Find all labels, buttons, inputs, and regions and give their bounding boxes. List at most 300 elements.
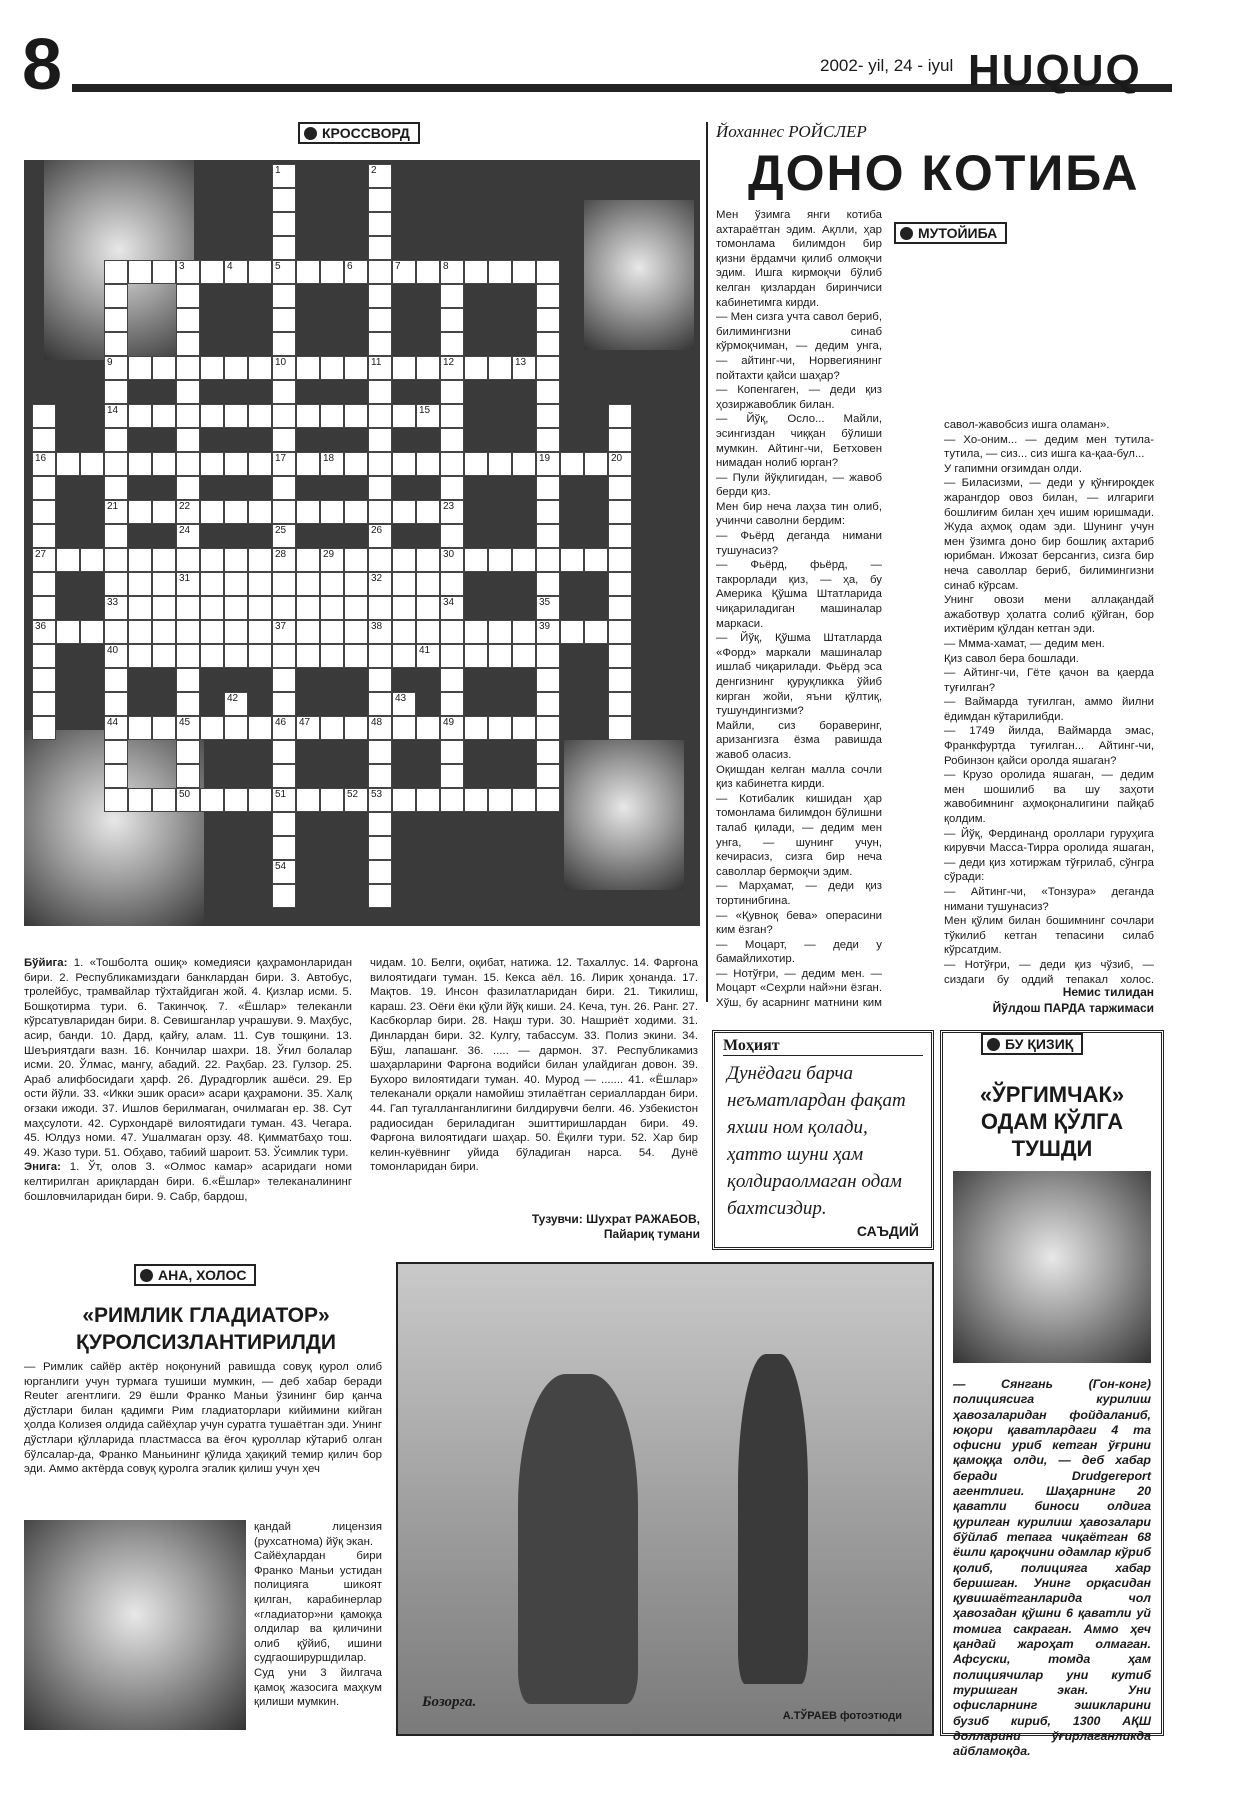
- crossword-cell[interactable]: [32, 404, 56, 428]
- crossword-cell[interactable]: [440, 764, 464, 788]
- crossword-cell[interactable]: [440, 404, 464, 428]
- crossword-cell[interactable]: [248, 452, 272, 476]
- crossword-cell[interactable]: [272, 284, 296, 308]
- crossword-cell[interactable]: [344, 452, 368, 476]
- crossword-cell[interactable]: [104, 452, 128, 476]
- crossword-cell[interactable]: [536, 524, 560, 548]
- crossword-cell[interactable]: [272, 236, 296, 260]
- crossword-cell[interactable]: [104, 692, 128, 716]
- crossword-cell[interactable]: [128, 548, 152, 572]
- crossword-cell[interactable]: [512, 644, 536, 668]
- crossword-cell[interactable]: [608, 404, 632, 428]
- crossword-cell[interactable]: [152, 260, 176, 284]
- crossword-cell[interactable]: [560, 548, 584, 572]
- crossword-cell[interactable]: [512, 260, 536, 284]
- crossword-cell[interactable]: [368, 188, 392, 212]
- crossword-cell[interactable]: [200, 596, 224, 620]
- crossword-cell[interactable]: [440, 452, 464, 476]
- crossword-cell[interactable]: [608, 524, 632, 548]
- crossword-cell[interactable]: [392, 500, 416, 524]
- crossword-cell[interactable]: [272, 596, 296, 620]
- crossword-numbered-cell[interactable]: 13: [512, 356, 536, 380]
- crossword-cell[interactable]: [128, 356, 152, 380]
- crossword-cell[interactable]: [176, 428, 200, 452]
- crossword-cell[interactable]: [104, 260, 128, 284]
- crossword-cell[interactable]: [392, 620, 416, 644]
- crossword-numbered-cell[interactable]: 11: [368, 356, 392, 380]
- crossword-cell[interactable]: [272, 308, 296, 332]
- crossword-cell[interactable]: [176, 476, 200, 500]
- crossword-cell[interactable]: [488, 620, 512, 644]
- crossword-numbered-cell[interactable]: 39: [536, 620, 560, 644]
- crossword-cell[interactable]: [536, 476, 560, 500]
- crossword-numbered-cell[interactable]: 36: [32, 620, 56, 644]
- crossword-cell[interactable]: [512, 452, 536, 476]
- crossword-cell[interactable]: [584, 620, 608, 644]
- crossword-numbered-cell[interactable]: 30: [440, 548, 464, 572]
- crossword-cell[interactable]: [272, 812, 296, 836]
- crossword-cell[interactable]: [488, 260, 512, 284]
- crossword-cell[interactable]: [248, 620, 272, 644]
- crossword-cell[interactable]: [536, 356, 560, 380]
- crossword-cell[interactable]: [368, 500, 392, 524]
- crossword-cell[interactable]: [104, 524, 128, 548]
- crossword-cell[interactable]: [32, 668, 56, 692]
- crossword-cell[interactable]: [464, 260, 488, 284]
- crossword-cell[interactable]: [152, 716, 176, 740]
- crossword-cell[interactable]: [344, 356, 368, 380]
- crossword-cell[interactable]: [392, 452, 416, 476]
- crossword-numbered-cell[interactable]: 24: [176, 524, 200, 548]
- crossword-cell[interactable]: [104, 620, 128, 644]
- crossword-cell[interactable]: [104, 476, 128, 500]
- crossword-cell[interactable]: [128, 596, 152, 620]
- crossword-numbered-cell[interactable]: 53: [368, 788, 392, 812]
- crossword-numbered-cell[interactable]: 51: [272, 788, 296, 812]
- crossword-cell[interactable]: [608, 572, 632, 596]
- crossword-cell[interactable]: [368, 860, 392, 884]
- crossword-cell[interactable]: [440, 308, 464, 332]
- crossword-cell[interactable]: [248, 356, 272, 380]
- crossword-cell[interactable]: [32, 716, 56, 740]
- crossword-cell[interactable]: [104, 428, 128, 452]
- crossword-numbered-cell[interactable]: 23: [440, 500, 464, 524]
- crossword-cell[interactable]: [536, 788, 560, 812]
- crossword-cell[interactable]: [368, 596, 392, 620]
- crossword-cell[interactable]: [176, 308, 200, 332]
- crossword-cell[interactable]: [392, 404, 416, 428]
- crossword-cell[interactable]: [152, 548, 176, 572]
- crossword-numbered-cell[interactable]: 40: [104, 644, 128, 668]
- crossword-cell[interactable]: [368, 260, 392, 284]
- crossword-numbered-cell[interactable]: 41: [416, 644, 440, 668]
- crossword-cell[interactable]: [272, 764, 296, 788]
- crossword-cell[interactable]: [248, 260, 272, 284]
- crossword-cell[interactable]: [176, 740, 200, 764]
- crossword-cell[interactable]: [32, 500, 56, 524]
- crossword-cell[interactable]: [200, 548, 224, 572]
- crossword-cell[interactable]: [272, 884, 296, 908]
- crossword-cell[interactable]: [560, 452, 584, 476]
- crossword-cell[interactable]: [320, 572, 344, 596]
- crossword-cell[interactable]: [320, 596, 344, 620]
- crossword-numbered-cell[interactable]: 31: [176, 572, 200, 596]
- crossword-cell[interactable]: [560, 620, 584, 644]
- crossword-cell[interactable]: [512, 788, 536, 812]
- crossword-cell[interactable]: [440, 620, 464, 644]
- crossword-cell[interactable]: [608, 668, 632, 692]
- crossword-cell[interactable]: [224, 620, 248, 644]
- crossword-numbered-cell[interactable]: 29: [320, 548, 344, 572]
- crossword-cell[interactable]: [368, 404, 392, 428]
- crossword-cell[interactable]: [320, 500, 344, 524]
- crossword-numbered-cell[interactable]: 34: [440, 596, 464, 620]
- crossword-numbered-cell[interactable]: 45: [176, 716, 200, 740]
- crossword-cell[interactable]: [368, 812, 392, 836]
- crossword-cell[interactable]: [104, 764, 128, 788]
- crossword-numbered-cell[interactable]: 42: [224, 692, 248, 716]
- crossword-cell[interactable]: [272, 836, 296, 860]
- crossword-cell[interactable]: [440, 572, 464, 596]
- crossword-cell[interactable]: [368, 428, 392, 452]
- crossword-numbered-cell[interactable]: 15: [416, 404, 440, 428]
- crossword-cell[interactable]: [200, 572, 224, 596]
- crossword-cell[interactable]: [320, 260, 344, 284]
- crossword-cell[interactable]: [56, 548, 80, 572]
- crossword-cell[interactable]: [272, 212, 296, 236]
- crossword-cell[interactable]: [248, 500, 272, 524]
- crossword-cell[interactable]: [128, 260, 152, 284]
- crossword-cell[interactable]: [272, 668, 296, 692]
- crossword-numbered-cell[interactable]: 49: [440, 716, 464, 740]
- crossword-cell[interactable]: [416, 260, 440, 284]
- crossword-cell[interactable]: [224, 356, 248, 380]
- crossword-cell[interactable]: [608, 620, 632, 644]
- crossword-cell[interactable]: [608, 476, 632, 500]
- crossword-cell[interactable]: [536, 404, 560, 428]
- crossword-cell[interactable]: [392, 644, 416, 668]
- crossword-cell[interactable]: [104, 572, 128, 596]
- crossword-cell[interactable]: [176, 356, 200, 380]
- crossword-cell[interactable]: [368, 668, 392, 692]
- crossword-numbered-cell[interactable]: 19: [536, 452, 560, 476]
- crossword-cell[interactable]: [416, 452, 440, 476]
- crossword-cell[interactable]: [368, 644, 392, 668]
- crossword-cell[interactable]: [224, 788, 248, 812]
- crossword-cell[interactable]: [200, 356, 224, 380]
- crossword-cell[interactable]: [104, 380, 128, 404]
- crossword-numbered-cell[interactable]: 50: [176, 788, 200, 812]
- crossword-cell[interactable]: [464, 788, 488, 812]
- crossword-cell[interactable]: [224, 572, 248, 596]
- crossword-cell[interactable]: [488, 356, 512, 380]
- crossword-cell[interactable]: [296, 452, 320, 476]
- crossword-cell[interactable]: [176, 380, 200, 404]
- crossword-cell[interactable]: [200, 500, 224, 524]
- crossword-numbered-cell[interactable]: 18: [320, 452, 344, 476]
- crossword-cell[interactable]: [536, 572, 560, 596]
- crossword-cell[interactable]: [488, 644, 512, 668]
- crossword-cell[interactable]: [512, 620, 536, 644]
- crossword-numbered-cell[interactable]: 43: [392, 692, 416, 716]
- crossword-cell[interactable]: [608, 548, 632, 572]
- crossword-numbered-cell[interactable]: 52: [344, 788, 368, 812]
- crossword-numbered-cell[interactable]: 22: [176, 500, 200, 524]
- crossword-cell[interactable]: [536, 692, 560, 716]
- crossword-cell[interactable]: [248, 788, 272, 812]
- crossword-cell[interactable]: [104, 740, 128, 764]
- crossword-cell[interactable]: [128, 452, 152, 476]
- crossword-cell[interactable]: [584, 452, 608, 476]
- crossword-cell[interactable]: [320, 788, 344, 812]
- crossword-cell[interactable]: [368, 236, 392, 260]
- crossword-cell[interactable]: [152, 452, 176, 476]
- crossword-cell[interactable]: [536, 548, 560, 572]
- crossword-cell[interactable]: [536, 260, 560, 284]
- crossword-cell[interactable]: [512, 716, 536, 740]
- crossword-cell[interactable]: [176, 764, 200, 788]
- crossword-cell[interactable]: [320, 356, 344, 380]
- crossword-cell[interactable]: [320, 644, 344, 668]
- crossword-numbered-cell[interactable]: 14: [104, 404, 128, 428]
- crossword-cell[interactable]: [584, 548, 608, 572]
- crossword-cell[interactable]: [176, 452, 200, 476]
- crossword-cell[interactable]: [416, 572, 440, 596]
- crossword-cell[interactable]: [608, 692, 632, 716]
- crossword-numbered-cell[interactable]: 1: [272, 164, 296, 188]
- crossword-cell[interactable]: [176, 404, 200, 428]
- crossword-cell[interactable]: [176, 692, 200, 716]
- crossword-cell[interactable]: [392, 572, 416, 596]
- crossword-cell[interactable]: [416, 788, 440, 812]
- crossword-cell[interactable]: [152, 572, 176, 596]
- crossword-cell[interactable]: [392, 548, 416, 572]
- crossword-cell[interactable]: [368, 884, 392, 908]
- crossword-cell[interactable]: [176, 620, 200, 644]
- crossword-cell[interactable]: [272, 404, 296, 428]
- crossword-cell[interactable]: [272, 740, 296, 764]
- crossword-cell[interactable]: [608, 596, 632, 620]
- crossword-cell[interactable]: [32, 596, 56, 620]
- crossword-cell[interactable]: [224, 548, 248, 572]
- crossword-cell[interactable]: [392, 596, 416, 620]
- crossword-cell[interactable]: [104, 332, 128, 356]
- crossword-cell[interactable]: [296, 404, 320, 428]
- crossword-cell[interactable]: [368, 308, 392, 332]
- crossword-numbered-cell[interactable]: 35: [536, 596, 560, 620]
- crossword-cell[interactable]: [416, 548, 440, 572]
- crossword-cell[interactable]: [416, 716, 440, 740]
- crossword-cell[interactable]: [224, 452, 248, 476]
- crossword-cell[interactable]: [104, 668, 128, 692]
- crossword-cell[interactable]: [368, 836, 392, 860]
- crossword-cell[interactable]: [440, 668, 464, 692]
- crossword-cell[interactable]: [128, 500, 152, 524]
- crossword-cell[interactable]: [368, 212, 392, 236]
- crossword-cell[interactable]: [392, 356, 416, 380]
- crossword-cell[interactable]: [536, 308, 560, 332]
- crossword-cell[interactable]: [32, 428, 56, 452]
- crossword-cell[interactable]: [536, 644, 560, 668]
- crossword-cell[interactable]: [608, 716, 632, 740]
- crossword-numbered-cell[interactable]: 38: [368, 620, 392, 644]
- crossword-cell[interactable]: [152, 404, 176, 428]
- crossword-cell[interactable]: [176, 644, 200, 668]
- crossword-cell[interactable]: [176, 284, 200, 308]
- crossword-cell[interactable]: [296, 620, 320, 644]
- crossword-cell[interactable]: [344, 644, 368, 668]
- crossword-cell[interactable]: [536, 380, 560, 404]
- crossword-cell[interactable]: [248, 716, 272, 740]
- crossword-cell[interactable]: [392, 788, 416, 812]
- crossword-cell[interactable]: [608, 644, 632, 668]
- crossword-cell[interactable]: [344, 548, 368, 572]
- crossword-cell[interactable]: [200, 260, 224, 284]
- crossword-cell[interactable]: [224, 404, 248, 428]
- crossword-numbered-cell[interactable]: 33: [104, 596, 128, 620]
- crossword-cell[interactable]: [80, 548, 104, 572]
- crossword-numbered-cell[interactable]: 48: [368, 716, 392, 740]
- crossword-cell[interactable]: [296, 644, 320, 668]
- crossword-cell[interactable]: [224, 644, 248, 668]
- crossword-cell[interactable]: [464, 548, 488, 572]
- crossword-cell[interactable]: [464, 620, 488, 644]
- crossword-cell[interactable]: [320, 716, 344, 740]
- crossword-cell[interactable]: [104, 788, 128, 812]
- crossword-cell[interactable]: [248, 548, 272, 572]
- crossword-cell[interactable]: [368, 692, 392, 716]
- crossword-cell[interactable]: [272, 692, 296, 716]
- crossword-cell[interactable]: [272, 476, 296, 500]
- crossword-numbered-cell[interactable]: 44: [104, 716, 128, 740]
- crossword-cell[interactable]: [128, 788, 152, 812]
- crossword-cell[interactable]: [296, 260, 320, 284]
- crossword-cell[interactable]: [344, 620, 368, 644]
- crossword-cell[interactable]: [152, 788, 176, 812]
- crossword-cell[interactable]: [32, 692, 56, 716]
- crossword-cell[interactable]: [536, 668, 560, 692]
- crossword-cell[interactable]: [536, 428, 560, 452]
- crossword-cell[interactable]: [272, 380, 296, 404]
- crossword-cell[interactable]: [440, 284, 464, 308]
- crossword-cell[interactable]: [344, 572, 368, 596]
- crossword-cell[interactable]: [128, 716, 152, 740]
- crossword-cell[interactable]: [248, 596, 272, 620]
- crossword-cell[interactable]: [464, 452, 488, 476]
- crossword-cell[interactable]: [488, 716, 512, 740]
- crossword-cell[interactable]: [200, 644, 224, 668]
- crossword-cell[interactable]: [536, 284, 560, 308]
- crossword-cell[interactable]: [440, 332, 464, 356]
- crossword-cell[interactable]: [104, 308, 128, 332]
- crossword-numbered-cell[interactable]: 26: [368, 524, 392, 548]
- crossword-cell[interactable]: [440, 740, 464, 764]
- crossword-cell[interactable]: [296, 596, 320, 620]
- crossword-numbered-cell[interactable]: 28: [272, 548, 296, 572]
- crossword-cell[interactable]: [272, 572, 296, 596]
- crossword-cell[interactable]: [152, 500, 176, 524]
- crossword-cell[interactable]: [416, 356, 440, 380]
- crossword-cell[interactable]: [368, 740, 392, 764]
- crossword-numbered-cell[interactable]: 12: [440, 356, 464, 380]
- crossword-cell[interactable]: [536, 332, 560, 356]
- crossword-cell[interactable]: [152, 356, 176, 380]
- crossword-cell[interactable]: [152, 644, 176, 668]
- crossword-numbered-cell[interactable]: 16: [32, 452, 56, 476]
- crossword-cell[interactable]: [440, 788, 464, 812]
- crossword-cell[interactable]: [56, 452, 80, 476]
- crossword-cell[interactable]: [176, 596, 200, 620]
- crossword-cell[interactable]: [248, 572, 272, 596]
- crossword-cell[interactable]: [32, 524, 56, 548]
- crossword-cell[interactable]: [344, 404, 368, 428]
- crossword-cell[interactable]: [272, 332, 296, 356]
- crossword-cell[interactable]: [344, 596, 368, 620]
- crossword-cell[interactable]: [368, 476, 392, 500]
- crossword-numbered-cell[interactable]: 47: [296, 716, 320, 740]
- crossword-numbered-cell[interactable]: 3: [176, 260, 200, 284]
- crossword-cell[interactable]: [80, 452, 104, 476]
- crossword-numbered-cell[interactable]: 21: [104, 500, 128, 524]
- crossword-cell[interactable]: [152, 596, 176, 620]
- crossword-cell[interactable]: [248, 644, 272, 668]
- crossword-cell[interactable]: [296, 788, 320, 812]
- crossword-numbered-cell[interactable]: 37: [272, 620, 296, 644]
- crossword-cell[interactable]: [440, 476, 464, 500]
- crossword-cell[interactable]: [440, 380, 464, 404]
- crossword-cell[interactable]: [296, 356, 320, 380]
- crossword-cell[interactable]: [368, 284, 392, 308]
- crossword-cell[interactable]: [176, 668, 200, 692]
- crossword-cell[interactable]: [512, 548, 536, 572]
- crossword-cell[interactable]: [464, 716, 488, 740]
- crossword-cell[interactable]: [200, 620, 224, 644]
- crossword-cell[interactable]: [296, 572, 320, 596]
- crossword-cell[interactable]: [200, 716, 224, 740]
- crossword-cell[interactable]: [416, 620, 440, 644]
- crossword-numbered-cell[interactable]: 9: [104, 356, 128, 380]
- crossword-numbered-cell[interactable]: 46: [272, 716, 296, 740]
- crossword-cell[interactable]: [272, 188, 296, 212]
- crossword-numbered-cell[interactable]: 54: [272, 860, 296, 884]
- crossword-cell[interactable]: [32, 572, 56, 596]
- crossword-cell[interactable]: [368, 452, 392, 476]
- crossword-numbered-cell[interactable]: 10: [272, 356, 296, 380]
- crossword-cell[interactable]: [536, 740, 560, 764]
- crossword-cell[interactable]: [272, 500, 296, 524]
- crossword-cell[interactable]: [224, 596, 248, 620]
- crossword-cell[interactable]: [272, 644, 296, 668]
- crossword-cell[interactable]: [320, 620, 344, 644]
- crossword-numbered-cell[interactable]: 17: [272, 452, 296, 476]
- crossword-cell[interactable]: [440, 644, 464, 668]
- crossword-numbered-cell[interactable]: 2: [368, 164, 392, 188]
- crossword-cell[interactable]: [608, 500, 632, 524]
- crossword-cell[interactable]: [440, 428, 464, 452]
- crossword-numbered-cell[interactable]: 6: [344, 260, 368, 284]
- crossword-numbered-cell[interactable]: 20: [608, 452, 632, 476]
- crossword-cell[interactable]: [368, 332, 392, 356]
- crossword-cell[interactable]: [488, 548, 512, 572]
- crossword-cell[interactable]: [104, 548, 128, 572]
- crossword-cell[interactable]: [104, 284, 128, 308]
- crossword-cell[interactable]: [368, 764, 392, 788]
- crossword-cell[interactable]: [392, 716, 416, 740]
- crossword-cell[interactable]: [368, 548, 392, 572]
- crossword-cell[interactable]: [368, 380, 392, 404]
- crossword-cell[interactable]: [344, 716, 368, 740]
- crossword-cell[interactable]: [488, 452, 512, 476]
